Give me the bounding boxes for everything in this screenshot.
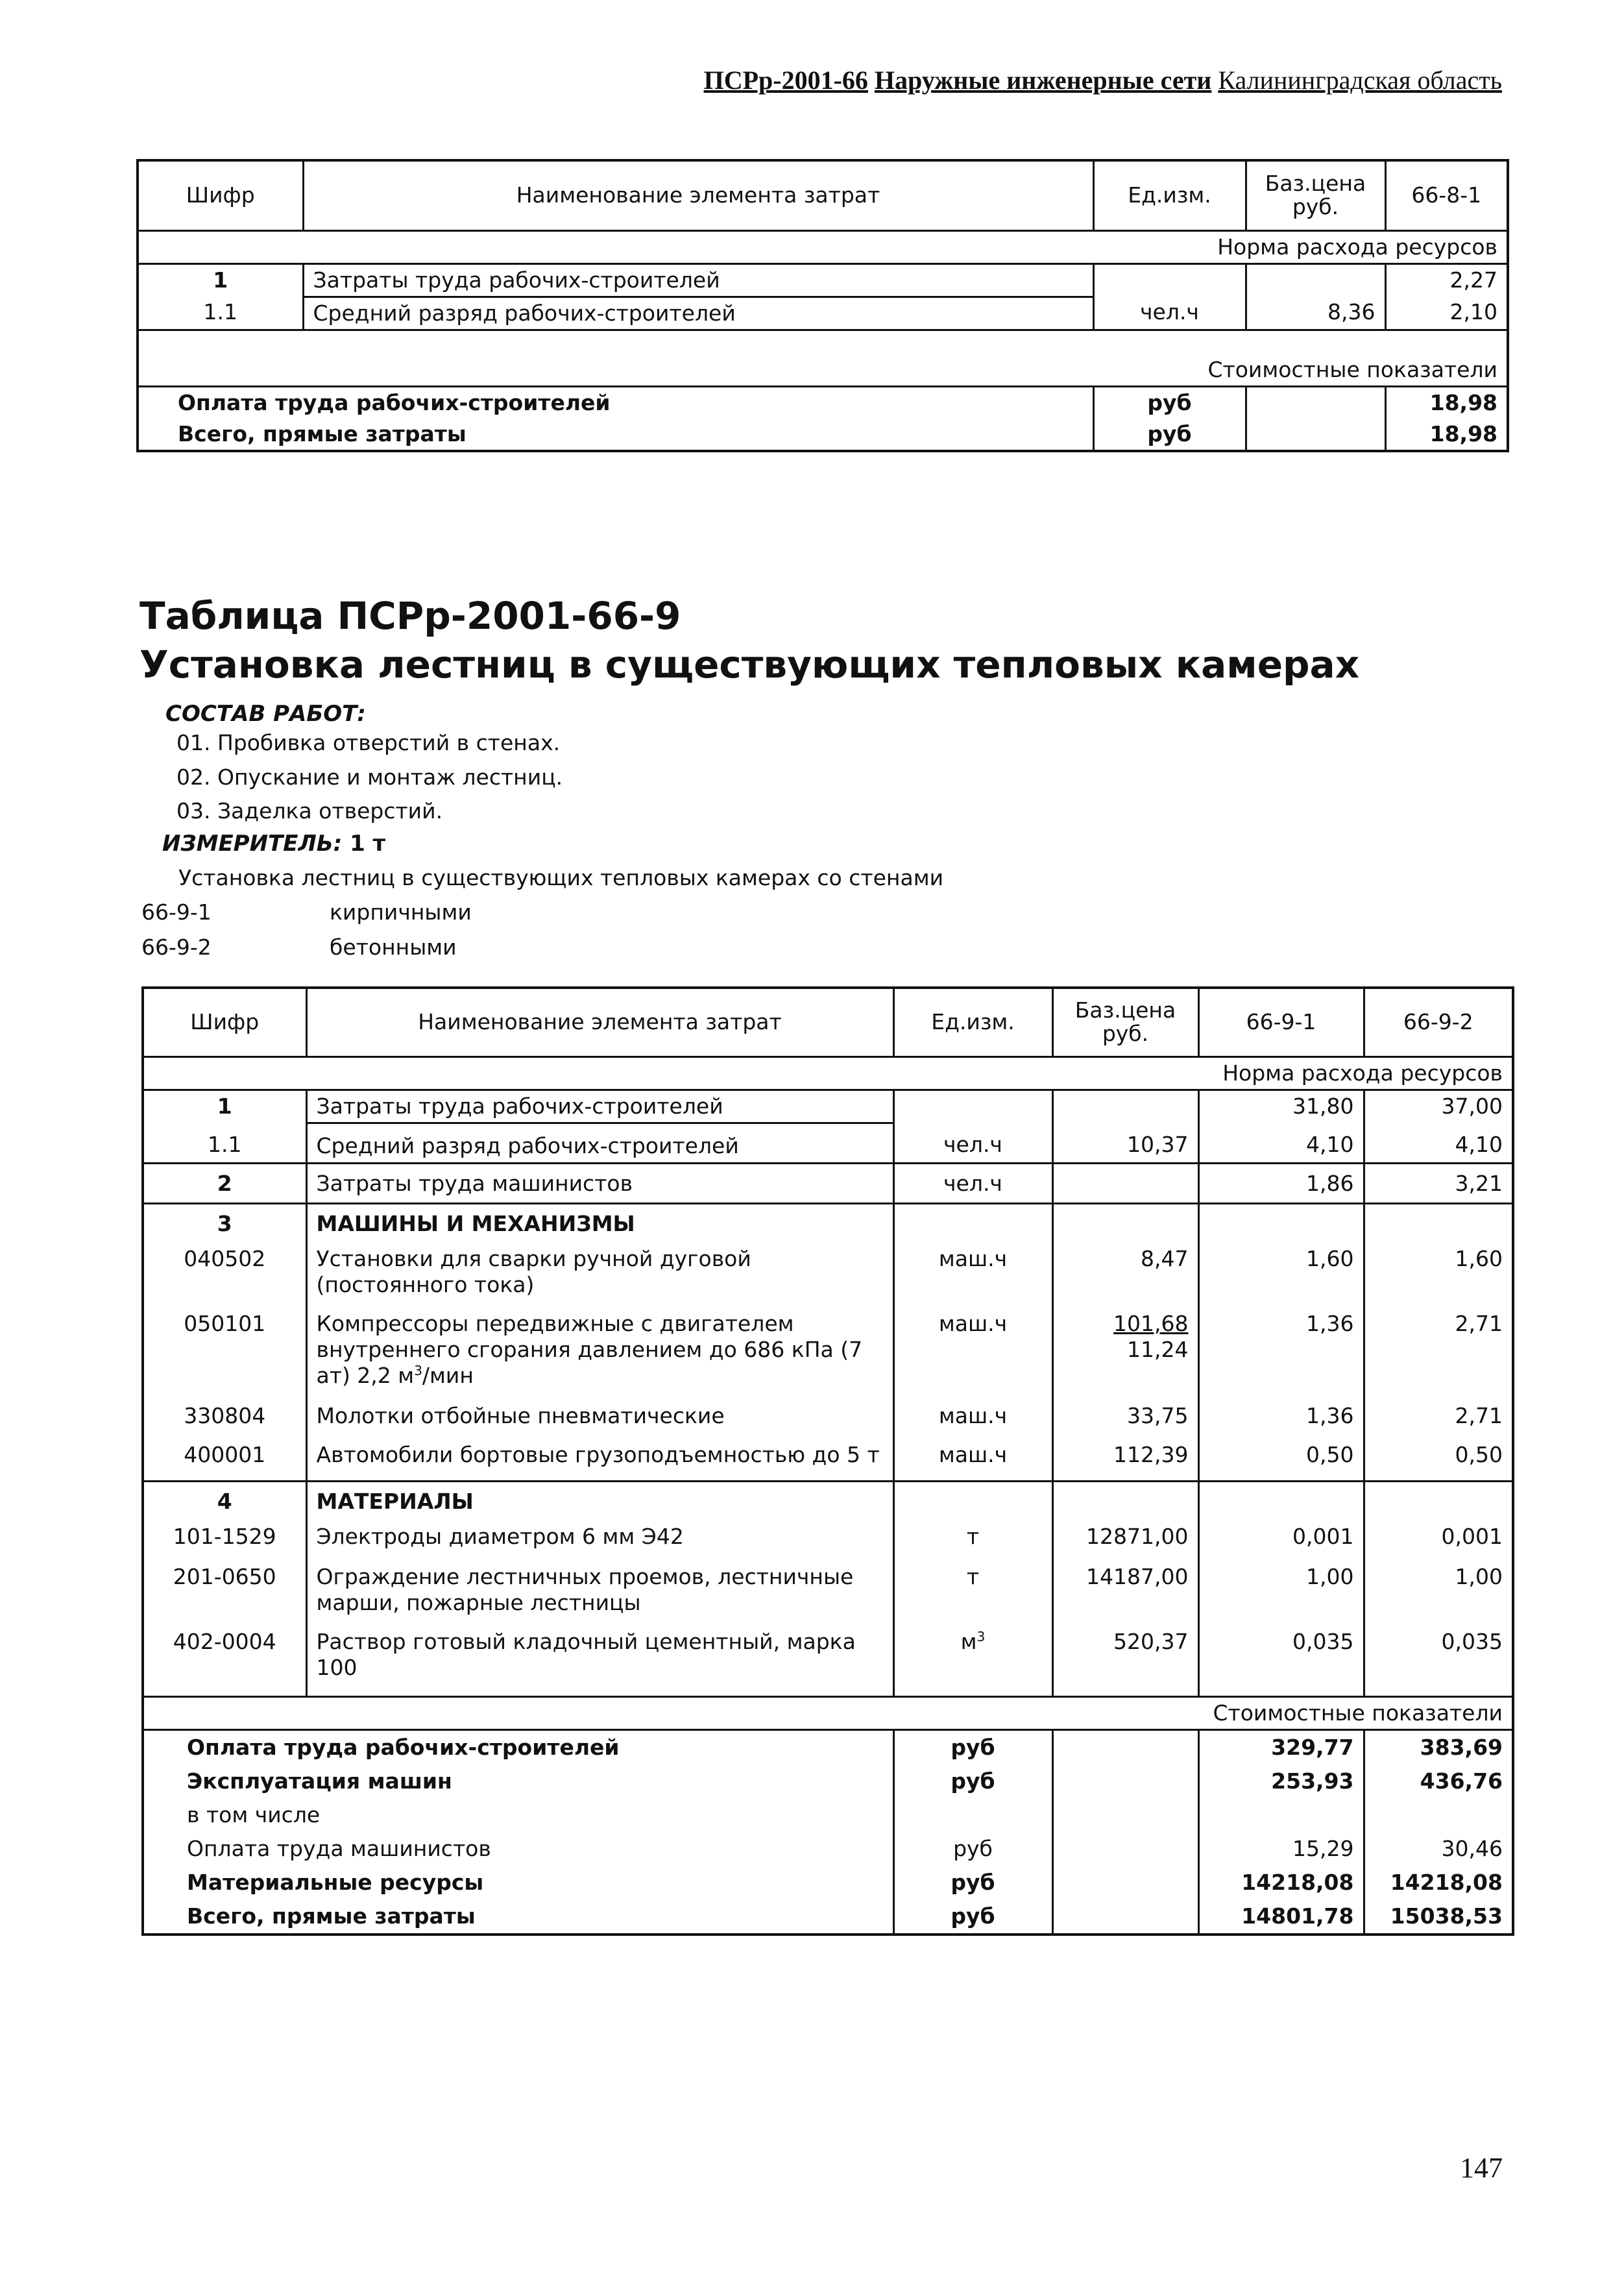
row-v1: 1,36 — [1198, 1400, 1364, 1439]
row-v1: 0,035 — [1198, 1626, 1364, 1696]
norm-label: Норма расхода ресурсов — [143, 1056, 1513, 1090]
row-code: 101-1529 — [143, 1521, 306, 1561]
row-v2: 0,035 — [1364, 1626, 1513, 1696]
row-v2: 1,00 — [1364, 1561, 1513, 1626]
measure-line — [162, 831, 385, 857]
cost-row — [143, 1866, 1513, 1899]
cost-row — [138, 387, 1508, 419]
row-name: Раствор готовый кладочный цементный, марка 100 — [306, 1626, 893, 1696]
table-row — [138, 297, 1508, 330]
cost-name: Оплата труда машинистов — [143, 1832, 893, 1866]
row-v2: 37,00 — [1364, 1090, 1513, 1123]
work-step: 02. Опускание и монтаж лестниц. — [176, 764, 563, 790]
cost-row — [138, 419, 1508, 451]
row-name: Электроды диаметром 6 мм Э42 — [306, 1521, 893, 1561]
cost-v2: 436,76 — [1364, 1764, 1513, 1798]
cost-row — [143, 1729, 1513, 1764]
row-v2: 0,50 — [1364, 1439, 1513, 1481]
page-number: 147 — [1460, 2152, 1503, 2184]
row-v1: 1,86 — [1198, 1163, 1364, 1203]
cost-name: в том числе — [143, 1798, 893, 1832]
row-name: Молотки отбойные пневматические — [306, 1400, 893, 1439]
cost-v2: 15038,53 — [1364, 1899, 1513, 1935]
row-unit: маш.ч — [893, 1439, 1052, 1481]
row-name: Затраты труда рабочих-строителей — [306, 1090, 893, 1123]
row-price: 10,37 — [1052, 1123, 1198, 1163]
table-66-8 — [136, 159, 1509, 452]
measure-label: ИЗМЕРИТЕЛЬ: — [162, 831, 343, 857]
table-row — [143, 1123, 1513, 1163]
row-v2: 3,21 — [1364, 1163, 1513, 1203]
row-code: 400001 — [143, 1439, 306, 1481]
row-code: 330804 — [143, 1400, 306, 1439]
cost-row — [143, 1764, 1513, 1798]
row-v2: 2,71 — [1364, 1308, 1513, 1400]
row-price: 14187,00 — [1052, 1561, 1198, 1626]
row-unit — [893, 1626, 1052, 1696]
work-step: 03. Заделка отверстий. — [176, 798, 443, 824]
row-unit: чел.ч — [1093, 297, 1246, 330]
col-name-header: Наименование элемента затрат — [303, 160, 1093, 230]
cost-v2 — [1364, 1798, 1513, 1832]
group-header-row — [143, 1481, 1513, 1521]
measure-value: 1 т — [350, 831, 386, 857]
row-unit: чел.ч — [893, 1123, 1052, 1163]
col-code-header: Шифр — [138, 160, 303, 230]
row-code: 1 — [143, 1090, 306, 1123]
table-row — [143, 1626, 1513, 1696]
row-v1: 4,10 — [1198, 1123, 1364, 1163]
row-v1: 31,80 — [1198, 1090, 1364, 1123]
header-region: Калининградская область — [1218, 66, 1502, 95]
row-price: 33,75 — [1052, 1400, 1198, 1439]
col-code-header: Шифр — [143, 988, 306, 1056]
col-price-header: Баз.цена руб. — [1246, 160, 1385, 230]
work-step: 01. Пробивка отверстий в стенах. — [176, 730, 561, 755]
row-code: 402-0004 — [143, 1626, 306, 1696]
row-v1: 1,60 — [1198, 1243, 1364, 1308]
row-code: 201-0650 — [143, 1561, 306, 1626]
row-v2: 1,60 — [1364, 1243, 1513, 1308]
row-unit: т — [893, 1521, 1052, 1561]
row-v2: 0,001 — [1364, 1521, 1513, 1561]
cost-v2: 30,46 — [1364, 1832, 1513, 1866]
row-v2: 4,10 — [1364, 1123, 1513, 1163]
cost-v1: 15,29 — [1198, 1832, 1364, 1866]
row-price — [1246, 263, 1385, 297]
row-name-text: Компрессоры передвижные с двигателем внутреннего сгорания давлением до 686 кПа (7 ат) 2,2 м — [316, 1311, 863, 1388]
table-row — [143, 1243, 1513, 1308]
row-name — [306, 1308, 893, 1400]
row-name: Автомобили бортовые грузоподъемностью до 5 т — [306, 1439, 893, 1481]
row-name: Затраты труда машинистов — [306, 1163, 893, 1203]
table-row — [138, 263, 1508, 297]
row-price: 112,39 — [1052, 1439, 1198, 1481]
row-code: 1.1 — [138, 297, 303, 330]
cost-label-row — [138, 354, 1508, 387]
cost-unit: руб — [1093, 419, 1246, 451]
spacer-row — [138, 330, 1508, 354]
row-unit: т — [893, 1561, 1052, 1626]
table-66-9 — [141, 986, 1514, 1936]
cost-unit: руб — [1093, 387, 1246, 419]
cost-row — [143, 1832, 1513, 1866]
cost-row — [143, 1899, 1513, 1935]
row-name: Затраты труда рабочих-строителей — [303, 263, 1093, 297]
row-v1: 1,00 — [1198, 1561, 1364, 1626]
row-v1: 2,10 — [1385, 297, 1508, 330]
row-unit: маш.ч — [893, 1243, 1052, 1308]
description: Установка лестниц в существующих тепловых камерах со стенами — [178, 865, 944, 890]
group-header-row — [143, 1203, 1513, 1243]
row-code: 1 — [138, 263, 303, 297]
row-v1: 0,001 — [1198, 1521, 1364, 1561]
row-code: 040502 — [143, 1243, 306, 1308]
cost-name: Оплата труда рабочих-строителей — [143, 1729, 893, 1764]
norm-label-row — [143, 1056, 1513, 1090]
cost-v2: 383,69 — [1364, 1729, 1513, 1764]
row-code: 3 — [143, 1203, 306, 1243]
cost-unit: руб — [893, 1764, 1052, 1798]
col-v1-header: 66-8-1 — [1385, 160, 1508, 230]
table-row — [143, 1400, 1513, 1439]
cost-v2: 14218,08 — [1364, 1866, 1513, 1899]
works-label: СОСТАВ РАБОТ: — [165, 701, 366, 727]
row-price: 12871,00 — [1052, 1521, 1198, 1561]
variant-code: 66-9-2 — [141, 934, 212, 960]
row-name: Ограждение лестничных проемов, лестничные марши, пожарные лестницы — [306, 1561, 893, 1626]
row-code: 4 — [143, 1481, 306, 1521]
row-price — [1052, 1308, 1198, 1400]
header-name: Наружные инженерные сети — [874, 66, 1212, 95]
cost-name: Оплата труда рабочих-строителей — [138, 387, 1093, 419]
cost-v1: 18,98 — [1385, 387, 1508, 419]
cost-unit — [893, 1798, 1052, 1832]
col-v1-header: 66-9-1 — [1198, 988, 1364, 1056]
cost-v1: 253,93 — [1198, 1764, 1364, 1798]
cost-v1: 14218,08 — [1198, 1866, 1364, 1899]
table-row — [143, 1521, 1513, 1561]
cost-v1 — [1198, 1798, 1364, 1832]
row-unit: маш.ч — [893, 1400, 1052, 1439]
row-code: 050101 — [143, 1308, 306, 1400]
row-name: Средний разряд рабочих-строителей — [306, 1123, 893, 1163]
variant-name: кирпичными — [330, 899, 472, 925]
unit-text: м — [960, 1629, 977, 1654]
superscript: 3 — [976, 1629, 986, 1644]
col-unit-header: Ед.изм. — [893, 988, 1052, 1056]
table-row — [143, 1561, 1513, 1626]
row-code: 2 — [143, 1163, 306, 1203]
price-secondary: 11,24 — [1127, 1337, 1189, 1362]
header-code: ПСРр-2001-66 — [703, 66, 868, 95]
cost-label: Стоимостные показатели — [143, 1696, 1513, 1729]
superscript: 3 — [414, 1363, 422, 1378]
row-v1: 1,36 — [1198, 1308, 1364, 1400]
variant-name: бетонными — [330, 934, 457, 960]
group-name: МАШИНЫ И МЕХАНИЗМЫ — [306, 1203, 893, 1243]
page-header — [574, 65, 1502, 95]
price-primary: 101,68 — [1113, 1311, 1189, 1336]
table-header-row — [143, 988, 1513, 1056]
cost-unit: руб — [893, 1899, 1052, 1935]
row-price: 520,37 — [1052, 1626, 1198, 1696]
cost-v1: 329,77 — [1198, 1729, 1364, 1764]
table-header-row — [138, 160, 1508, 230]
table-row — [143, 1308, 1513, 1400]
cost-name: Всего, прямые затраты — [143, 1899, 893, 1935]
col-name-header: Наименование элемента затрат — [306, 988, 893, 1056]
cost-name: Эксплуатация машин — [143, 1764, 893, 1798]
cost-unit: руб — [893, 1729, 1052, 1764]
row-v1: 2,27 — [1385, 263, 1508, 297]
row-unit — [1093, 263, 1246, 297]
cost-name: Всего, прямые затраты — [138, 419, 1093, 451]
cost-label-row — [143, 1696, 1513, 1729]
table-row — [143, 1163, 1513, 1203]
cost-v1: 18,98 — [1385, 419, 1508, 451]
cost-row — [143, 1798, 1513, 1832]
variant-code: 66-9-1 — [141, 899, 212, 925]
row-unit: маш.ч — [893, 1308, 1052, 1400]
table-row — [143, 1090, 1513, 1123]
col-price-header: Баз.цена руб. — [1052, 988, 1198, 1056]
row-unit: чел.ч — [893, 1163, 1052, 1203]
table-row — [143, 1439, 1513, 1481]
row-code: 1.1 — [143, 1123, 306, 1163]
row-price: 8,36 — [1246, 297, 1385, 330]
col-v2-header: 66-9-2 — [1364, 988, 1513, 1056]
cost-label: Стоимостные показатели — [138, 354, 1508, 387]
table-title: Таблица ПСРр-2001-66-9 — [139, 594, 681, 638]
col-unit-header: Ед.изм. — [1093, 160, 1246, 230]
cost-v1: 14801,78 — [1198, 1899, 1364, 1935]
row-name: Установки для сварки ручной дуговой (постоянного тока) — [306, 1243, 893, 1308]
cost-name: Материальные ресурсы — [143, 1866, 893, 1899]
row-v1: 0,50 — [1198, 1439, 1364, 1481]
cost-unit: руб — [893, 1832, 1052, 1866]
row-name-suffix: /мин — [422, 1363, 474, 1388]
norm-label-row — [138, 230, 1508, 263]
cost-unit: руб — [893, 1866, 1052, 1899]
norm-label: Норма расхода ресурсов — [138, 230, 1508, 263]
row-name: Средний разряд рабочих-строителей — [303, 297, 1093, 330]
row-v2: 2,71 — [1364, 1400, 1513, 1439]
table-subtitle: Установка лестниц в существующих тепловых камерах — [139, 642, 1360, 687]
group-name: МАТЕРИАЛЫ — [306, 1481, 893, 1521]
row-price: 8,47 — [1052, 1243, 1198, 1308]
